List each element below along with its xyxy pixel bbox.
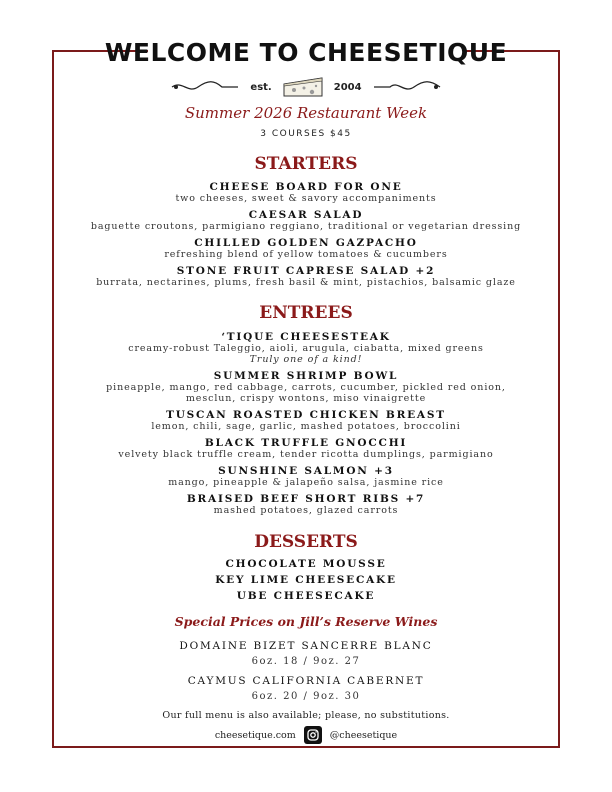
menu-item-name: SUMMER SHRIMP BOWL — [213, 370, 399, 382]
menu-item-desc: mesclun, crispy wontons, miso vinaigrette — [185, 393, 427, 404]
left-swirl-icon — [170, 78, 240, 96]
dessert-item: KEY LIME CHEESECAKE — [215, 574, 397, 586]
menu-item-desc: mango, pineapple & jalapeño salsa, jasmine rice — [168, 477, 444, 488]
dessert-item: UBE CHEESECAKE — [236, 590, 376, 602]
established-row — [0, 72, 612, 102]
menu-item-desc: burrata, nectarines, plums, fresh basil & mint, pistachios, balsamic glaze — [96, 277, 516, 288]
menu-item-desc: creamy-robust Taleggio, aioli, arugula, ciabatta, mixed greens — [128, 343, 484, 354]
menu-item-desc: baguette croutons, parmigiano reggiano, traditional or vegetarian dressing — [90, 221, 522, 232]
cheese-wedge-icon — [282, 74, 324, 100]
entrees-heading: ENTREES — [259, 303, 353, 323]
menu-item-desc: velvety black truffle cream, tender ricotta dumplings, parmigiano — [118, 449, 494, 460]
substitution-note: Our full menu is also available; please, no substitutions. — [162, 710, 450, 721]
menu-item-desc: lemon, chili, sage, garlic, mashed potatoes, broccolini — [151, 421, 461, 432]
website-link[interactable]: cheesetique.com — [214, 729, 296, 741]
wine-name: DOMAINE BIZET SANCERRE BLANC — [179, 640, 433, 652]
menu-item-desc: two cheeses, sweet & savory accompaniments — [175, 193, 437, 204]
menu-item-name: CHEESE BOARD FOR ONE — [209, 181, 403, 193]
instagram-icon[interactable] — [304, 726, 322, 744]
menu-item-note: Truly one of a kind! — [249, 354, 363, 365]
menu-item-desc: mashed potatoes, glazed carrots — [213, 505, 399, 516]
menu-item-name: ‘TIQUE CHEESESTEAK — [221, 331, 391, 343]
wine-name: CAYMUS CALIFORNIA CABERNET — [187, 675, 425, 687]
restaurant-week-subtitle: Summer 2026 Restaurant Week — [184, 104, 428, 122]
menu-item-name: TUSCAN ROASTED CHICKEN BREAST — [166, 409, 446, 421]
footer — [54, 726, 558, 744]
instagram-handle[interactable]: @cheesetique — [329, 729, 398, 741]
dessert-item: CHOCOLATE MOUSSE — [225, 558, 387, 570]
starters-heading: STARTERS — [254, 154, 358, 174]
est-year: 2004 — [333, 81, 362, 93]
right-swirl-icon — [372, 78, 442, 96]
menu-item-desc: pineapple, mango, red cabbage, carrots, cucumber, pickled red onion, — [106, 382, 506, 393]
menu-item-desc: refreshing blend of yellow tomatoes & cucumbers — [164, 249, 448, 260]
wine-price: 6oz. 18 / 9oz. 27 — [251, 656, 361, 667]
page-title: WELCOME TO CHEESETIQUE — [104, 38, 508, 67]
wine-specials-heading: Special Prices on Jill’s Reserve Wines — [174, 614, 438, 629]
est-label: est. — [250, 81, 272, 93]
menu-item-name: CHILLED GOLDEN GAZPACHO — [194, 237, 418, 249]
menu-item-name: STONE FRUIT CAPRESE SALAD +2 — [176, 265, 436, 277]
menu-item-name: SUNSHINE SALMON +3 — [218, 465, 394, 477]
desserts-heading: DESSERTS — [254, 532, 358, 552]
courses-price: 3 COURSES $45 — [260, 129, 352, 139]
menu-item-name: BRAISED BEEF SHORT RIBS +7 — [186, 493, 426, 505]
menu-item-name: CAESAR SALAD — [248, 209, 364, 221]
menu-item-name: BLACK TRUFFLE GNOCCHI — [204, 437, 408, 449]
wine-price: 6oz. 20 / 9oz. 30 — [251, 691, 361, 702]
